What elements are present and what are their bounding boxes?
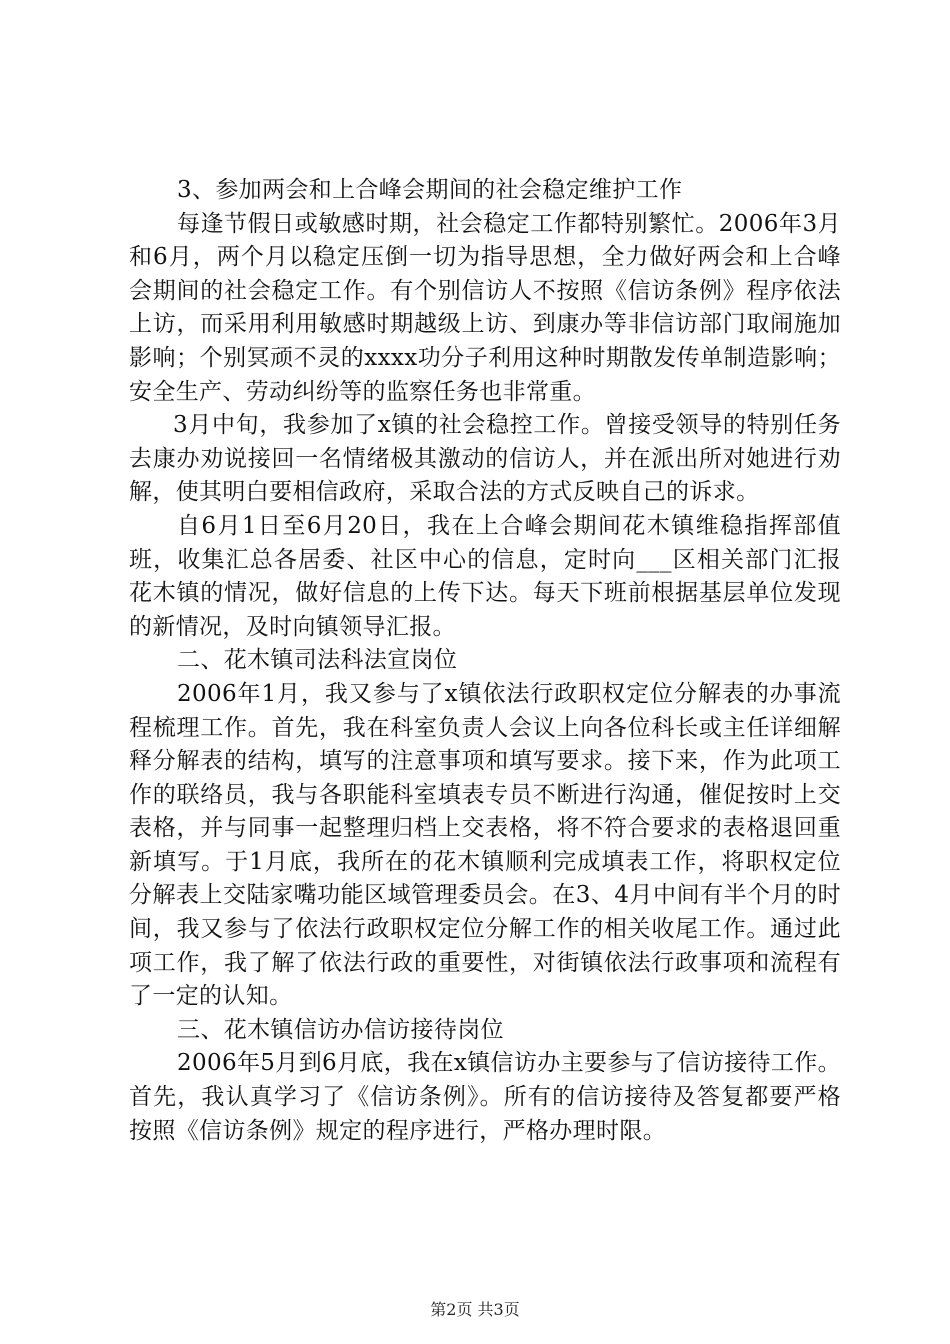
paragraph-june-duty: 自6月1日至6月20日，我在上合峰会期间花木镇维稳指挥部值班，收集汇总各居委、社区中心的信息，定时向___区相关部门汇报花木镇的情况，做好信息的上传下达。每天下班前根据基层单位发现的新情况，及时向镇领导汇报。 <box>129 512 841 640</box>
section-heading-legal-publicity: 二、花木镇司法科法宣岗位 <box>177 647 458 674</box>
document-body <box>129 174 841 1148</box>
paragraph-sensitive-periods: 每逢节假日或敏感时期，社会稳定工作都特别繁忙。2006年3月和6月，两个月以稳定压倒一切为指导思想，全力做好两会和上合峰会期间的社会稳定工作。有个别信访人不按照《信访条例》程序依法上访，而采用利用敏感时期越级上访、到康办等非信访部门取闹施加影响；个别冥顽不灵的xxxx功分子利用这种时期散发传单制造影响；安全生产、劳动纠纷等的监察任务也非常重。 <box>129 210 841 405</box>
paragraph-petition-reception: 2006年5月到6月底，我在x镇信访办主要参与了信访接待工作。首先，我认真学习了《信访条例》。所有的信访接待及答复都要严格按照《信访条例》规定的程序进行，严格办理时限。 <box>129 1050 841 1144</box>
section-heading-social-stability: 3、参加两会和上合峰会期间的社会稳定维护工作 <box>177 177 683 203</box>
section-heading-petition-office: 三、花木镇信访办信访接待岗位 <box>177 1016 504 1043</box>
paragraph-administration-table: 2006年1月，我又参与了x镇依法行政职权定位分解表的办事流程梳理工作。首先，我在科室负责人会议上向各位科长或主任详细解释分解表的结构，填写的注意事项和填写要求。接下来，作为此项工作的联络员，我与各职能科室填表专员不断进行沟通，催促按时上交表格，并与同事一起整理归档上交表格，将不符合要求的表格退回重新填写。于1月底，我所在的花木镇顺利完成填表工作，将职权定位分解表上交陆家嘴功能区域管理委员会。在3、4月中间有半个月的时间，我又参与了依法行政职权定位分解工作的相关收尾工作。通过此项工作，我了解了依法行政的重要性，对街镇依法行政事项和流程有了一定的认知。 <box>129 680 841 1010</box>
paragraph-march-stability-work: 3月中旬，我参加了x镇的社会稳控工作。曾接受领导的特别任务去康办劝说接回一名情绪极其激动的信访人，并在派出所对她进行劝解，使其明白要相信政府，采取合法的方式反映自己的诉求。 <box>129 412 841 506</box>
page-footer: 第2页 共3页 <box>430 1300 520 1319</box>
